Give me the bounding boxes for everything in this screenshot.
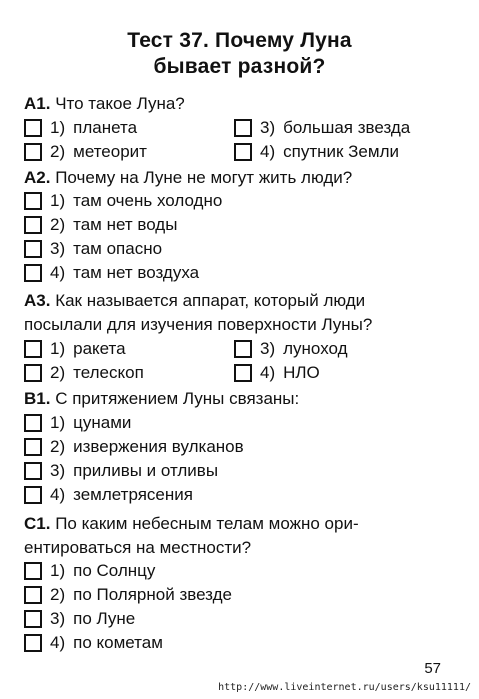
test-title-line2: бывает разной? — [153, 55, 326, 78]
option-b1-3[interactable]: 3) приливы и отливы — [24, 460, 218, 482]
question-text: Почему на Луне не могут жить люди? — [55, 168, 353, 187]
question-a2 — [24, 166, 464, 190]
question-b1 — [24, 387, 464, 411]
question-c1-line1 — [24, 512, 464, 536]
option-a3-4[interactable]: 4) НЛО — [234, 362, 320, 384]
option-a1-1[interactable]: 1) планета — [24, 117, 137, 139]
watermark-url: http://www.liveinternet.ru/users/ksu11111/ — [218, 682, 471, 693]
answer-checkbox[interactable] — [24, 240, 42, 258]
answer-checkbox[interactable] — [24, 586, 42, 604]
option-c1-3[interactable]: 3) по Луне — [24, 608, 135, 630]
option-c1-4[interactable]: 4) по кометам — [24, 632, 163, 654]
option-a2-2[interactable]: 2) там нет воды — [24, 214, 177, 236]
option-a1-2[interactable]: 2) метеорит — [24, 141, 147, 163]
answer-checkbox[interactable] — [24, 414, 42, 432]
test-title-line1: Тест 37. Почему Луна — [127, 29, 352, 52]
answer-checkbox[interactable] — [234, 364, 252, 382]
answer-checkbox[interactable] — [24, 340, 42, 358]
question-id: А3. — [24, 291, 51, 310]
answer-checkbox[interactable] — [234, 119, 252, 137]
option-b1-2[interactable]: 2) извержения вулканов — [24, 436, 244, 458]
question-a3-line2: посылали для изучения поверхности Луны? — [24, 315, 373, 334]
question-text: Что такое Луна? — [55, 94, 185, 113]
option-a1-4[interactable]: 4) спутник Земли — [234, 141, 399, 163]
option-a3-2[interactable]: 2) телескоп — [24, 362, 144, 384]
answer-checkbox[interactable] — [24, 119, 42, 137]
answer-checkbox[interactable] — [24, 610, 42, 628]
option-c1-2[interactable]: 2) по Полярной звезде — [24, 584, 232, 606]
answer-checkbox[interactable] — [24, 562, 42, 580]
option-a2-1[interactable]: 1) там очень холодно — [24, 190, 222, 212]
answer-checkbox[interactable] — [24, 364, 42, 382]
question-c1-line2: ентироваться на местности? — [24, 538, 252, 557]
answer-checkbox[interactable] — [24, 192, 42, 210]
question-id: С1. — [24, 514, 51, 533]
question-id: В1. — [24, 389, 51, 408]
option-a2-3[interactable]: 3) там опасно — [24, 238, 162, 260]
question-text: Как называется аппарат, который люди — [55, 291, 366, 310]
answer-checkbox[interactable] — [234, 143, 252, 161]
question-text: С притяжением Луны связаны: — [55, 389, 300, 408]
answer-checkbox[interactable] — [24, 438, 42, 456]
option-c1-1[interactable]: 1) по Солнцу — [24, 560, 155, 582]
answer-checkbox[interactable] — [24, 216, 42, 234]
option-b1-1[interactable]: 1) цунами — [24, 412, 131, 434]
question-id: А2. — [24, 168, 51, 187]
answer-checkbox[interactable] — [24, 462, 42, 480]
answer-checkbox[interactable] — [24, 634, 42, 652]
question-id: А1. — [24, 94, 51, 113]
question-a1 — [24, 92, 464, 116]
page-number: 57 — [424, 660, 441, 677]
option-a1-3[interactable]: 3) большая звезда — [234, 117, 410, 139]
option-a2-4[interactable]: 4) там нет воздуха — [24, 262, 199, 284]
question-a3-line1 — [24, 289, 464, 313]
answer-checkbox[interactable] — [24, 486, 42, 504]
question-text: По каким небесным телам можно ори- — [55, 514, 359, 533]
option-a3-3[interactable]: 3) луноход — [234, 338, 348, 360]
answer-checkbox[interactable] — [24, 143, 42, 161]
answer-checkbox[interactable] — [24, 264, 42, 282]
option-a3-1[interactable]: 1) ракета — [24, 338, 126, 360]
option-b1-4[interactable]: 4) землетрясения — [24, 484, 193, 506]
answer-checkbox[interactable] — [234, 340, 252, 358]
